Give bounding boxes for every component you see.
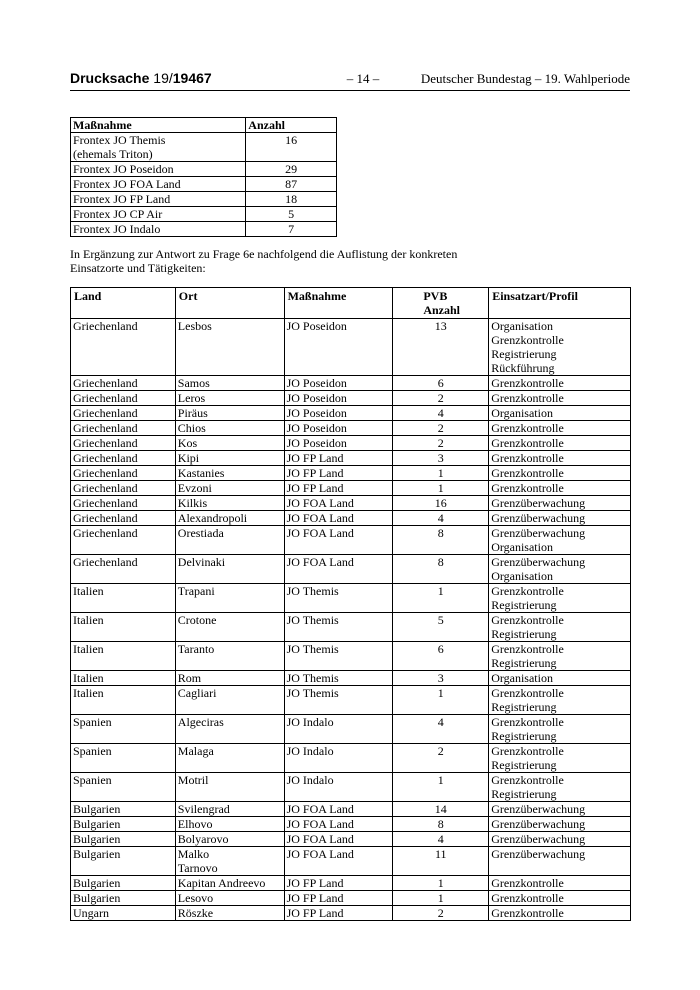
count-cell: 1 <box>393 584 489 613</box>
count-cell: 3 <box>393 451 489 466</box>
table-row <box>71 162 337 177</box>
column-header-land: Land <box>71 288 176 319</box>
location-cell: Delvinaki <box>175 555 284 584</box>
profile-cell: Grenzkontrolle <box>489 481 631 496</box>
doc-number-prefix: 19/ <box>153 70 173 86</box>
country-cell: Griechenland <box>71 496 176 511</box>
count-cell: 5 <box>393 613 489 642</box>
country-cell: Bulgarien <box>71 802 176 817</box>
country-cell: Griechenland <box>71 376 176 391</box>
profile-cell: Grenzüberwachung <box>489 847 631 876</box>
measure-cell: JO Themis <box>284 613 393 642</box>
measure-cell: JO FOA Land <box>284 526 393 555</box>
profile-cell: Grenzüberwachung <box>489 511 631 526</box>
measure-count: 87 <box>246 177 337 192</box>
measure-name: Frontex JO FOA Land <box>71 177 246 192</box>
count-cell: 2 <box>393 744 489 773</box>
profile-cell: Organisation <box>489 406 631 421</box>
count-cell: 1 <box>393 891 489 906</box>
profile-cell: Grenzkontrolle <box>489 391 631 406</box>
measure-cell: JO Themis <box>284 686 393 715</box>
country-cell: Italien <box>71 686 176 715</box>
count-cell: 3 <box>393 671 489 686</box>
table-row <box>71 744 631 773</box>
location-cell: Röszke <box>175 906 284 921</box>
count-cell: 4 <box>393 511 489 526</box>
table-row <box>71 773 631 802</box>
measure-name: Frontex JO Themis (ehemals Triton) <box>71 133 246 162</box>
location-cell: Piräus <box>175 406 284 421</box>
profile-cell: Grenzkontrolle Registrierung <box>489 773 631 802</box>
count-cell: 16 <box>393 496 489 511</box>
profile-cell: Grenzkontrolle <box>489 451 631 466</box>
table-row <box>71 802 631 817</box>
country-cell: Spanien <box>71 773 176 802</box>
table-row <box>71 421 631 436</box>
table-row <box>71 891 631 906</box>
measure-cell: JO Themis <box>284 584 393 613</box>
count-cell: 11 <box>393 847 489 876</box>
table-row <box>71 832 631 847</box>
column-header-massnahme: Maßnahme <box>284 288 393 319</box>
count-cell: 2 <box>393 906 489 921</box>
measure-cell: JO FOA Land <box>284 496 393 511</box>
measure-cell: JO Themis <box>284 671 393 686</box>
profile-cell: Grenzüberwachung <box>489 832 631 847</box>
country-cell: Griechenland <box>71 526 176 555</box>
count-cell: 4 <box>393 715 489 744</box>
measure-cell: JO Indalo <box>284 744 393 773</box>
document-number <box>70 70 212 86</box>
column-header-ort: Ort <box>175 288 284 319</box>
table-row <box>71 466 631 481</box>
measure-count: 18 <box>246 192 337 207</box>
table-row <box>71 686 631 715</box>
table-row <box>71 481 631 496</box>
country-cell: Griechenland <box>71 481 176 496</box>
profile-cell: Grenzkontrolle <box>489 906 631 921</box>
measure-name: Frontex JO CP Air <box>71 207 246 222</box>
country-cell: Griechenland <box>71 406 176 421</box>
country-cell: Bulgarien <box>71 876 176 891</box>
measure-cell: JO FOA Land <box>284 817 393 832</box>
column-header-einsatzart: Einsatzart/Profil <box>489 288 631 319</box>
count-cell: 4 <box>393 406 489 421</box>
count-cell: 2 <box>393 436 489 451</box>
profile-cell: Grenzkontrolle Registrierung <box>489 744 631 773</box>
location-cell: Malaga <box>175 744 284 773</box>
measure-cell: JO FOA Land <box>284 802 393 817</box>
country-cell: Italien <box>71 584 176 613</box>
doc-number: 19467 <box>172 70 212 86</box>
table-row <box>71 496 631 511</box>
location-cell: Lesbos <box>175 319 284 376</box>
table-row <box>71 207 337 222</box>
profile-cell: Grenzkontrolle <box>489 421 631 436</box>
location-cell: Svilengrad <box>175 802 284 817</box>
country-cell: Griechenland <box>71 555 176 584</box>
table-row <box>71 133 337 162</box>
count-cell: 1 <box>393 466 489 481</box>
table-row <box>71 584 631 613</box>
table-row <box>71 876 631 891</box>
doc-label: Drucksache <box>70 70 150 86</box>
profile-cell: Grenzüberwachung Organisation <box>489 555 631 584</box>
count-cell: 1 <box>393 481 489 496</box>
location-cell: Taranto <box>175 642 284 671</box>
profile-cell: Grenzkontrolle Registrierung <box>489 642 631 671</box>
column-header-pvb-anzahl: PVB Anzahl <box>393 288 489 319</box>
header-publisher: Deutscher Bundestag – 19. Wahlperiode <box>420 71 630 86</box>
table-row <box>71 847 631 876</box>
measure-cell: JO FP Land <box>284 481 393 496</box>
table-row <box>71 391 631 406</box>
country-cell: Griechenland <box>71 319 176 376</box>
location-cell: Alexandropoli <box>175 511 284 526</box>
page-header <box>70 70 630 91</box>
measure-cell: JO FOA Land <box>284 555 393 584</box>
country-cell: Griechenland <box>71 421 176 436</box>
count-cell: 1 <box>393 686 489 715</box>
count-cell: 13 <box>393 319 489 376</box>
profile-cell: Grenzkontrolle <box>489 891 631 906</box>
measure-cell: JO FOA Land <box>284 832 393 847</box>
country-cell: Italien <box>71 613 176 642</box>
measure-cell: JO Poseidon <box>284 376 393 391</box>
location-cell: Algeciras <box>175 715 284 744</box>
location-cell: Kilkis <box>175 496 284 511</box>
measure-cell: JO Poseidon <box>284 436 393 451</box>
table-row <box>71 376 631 391</box>
profile-cell: Grenzüberwachung <box>489 817 631 832</box>
measures-summary-table <box>70 117 337 237</box>
table-row <box>71 192 337 207</box>
country-cell: Griechenland <box>71 466 176 481</box>
measure-count: 16 <box>246 133 337 162</box>
location-cell: Leros <box>175 391 284 406</box>
table-row <box>71 319 631 376</box>
location-cell: Kastanies <box>175 466 284 481</box>
count-cell: 8 <box>393 817 489 832</box>
profile-cell: Grenzkontrolle <box>489 436 631 451</box>
table-row <box>71 671 631 686</box>
measure-cell: JO FP Land <box>284 891 393 906</box>
measure-cell: JO FP Land <box>284 451 393 466</box>
table-header-row <box>71 288 631 319</box>
column-header-massnahme: Maßnahme <box>71 118 246 133</box>
profile-cell: Grenzüberwachung <box>489 802 631 817</box>
country-cell: Bulgarien <box>71 891 176 906</box>
count-cell: 6 <box>393 642 489 671</box>
profile-cell: Grenzkontrolle <box>489 376 631 391</box>
column-header-anzahl: Anzahl <box>246 118 337 133</box>
table-row <box>71 436 631 451</box>
country-cell: Bulgarien <box>71 847 176 876</box>
location-cell: Motril <box>175 773 284 802</box>
measure-count: 5 <box>246 207 337 222</box>
profile-cell: Grenzkontrolle <box>489 466 631 481</box>
location-cell: Evzoni <box>175 481 284 496</box>
measure-name: Frontex JO Poseidon <box>71 162 246 177</box>
count-cell: 1 <box>393 876 489 891</box>
location-cell: Kos <box>175 436 284 451</box>
table-row <box>71 511 631 526</box>
measure-cell: JO Poseidon <box>284 391 393 406</box>
measure-cell: JO Indalo <box>284 773 393 802</box>
measure-cell: JO FOA Land <box>284 847 393 876</box>
location-cell: Lesovo <box>175 891 284 906</box>
country-cell: Italien <box>71 642 176 671</box>
country-cell: Spanien <box>71 715 176 744</box>
table-row <box>71 451 631 466</box>
location-cell: Cagliari <box>175 686 284 715</box>
country-cell: Griechenland <box>71 451 176 466</box>
count-cell: 1 <box>393 773 489 802</box>
location-cell: Kapitan Andreevo <box>175 876 284 891</box>
profile-cell: Organisation Grenzkontrolle Registrierung Rückführung <box>489 319 631 376</box>
measure-name: Frontex JO FP Land <box>71 192 246 207</box>
deployment-locations-table <box>70 287 631 921</box>
location-cell: Chios <box>175 421 284 436</box>
table-row <box>71 526 631 555</box>
measure-cell: JO FP Land <box>284 906 393 921</box>
count-cell: 4 <box>393 832 489 847</box>
count-cell: 8 <box>393 526 489 555</box>
measure-cell: JO Indalo <box>284 715 393 744</box>
profile-cell: Grenzkontrolle <box>489 876 631 891</box>
profile-cell: Grenzüberwachung <box>489 496 631 511</box>
location-cell: Orestiada <box>175 526 284 555</box>
table-row <box>71 906 631 921</box>
measure-count: 7 <box>246 222 337 237</box>
measure-cell: JO FP Land <box>284 466 393 481</box>
country-cell: Ungarn <box>71 906 176 921</box>
profile-cell: Organisation <box>489 671 631 686</box>
measure-cell: JO FOA Land <box>284 511 393 526</box>
profile-cell: Grenzkontrolle Registrierung <box>489 686 631 715</box>
table-row <box>71 715 631 744</box>
location-cell: Kipi <box>175 451 284 466</box>
profile-cell: Grenzüberwachung Organisation <box>489 526 631 555</box>
measure-cell: JO Poseidon <box>284 421 393 436</box>
measure-cell: JO Themis <box>284 642 393 671</box>
table-row <box>71 642 631 671</box>
table-row <box>71 817 631 832</box>
table-row <box>71 222 337 237</box>
count-cell: 8 <box>393 555 489 584</box>
country-cell: Bulgarien <box>71 817 176 832</box>
measure-name: Frontex JO Indalo <box>71 222 246 237</box>
table-row <box>71 406 631 421</box>
country-cell: Griechenland <box>71 511 176 526</box>
location-cell: Elhovo <box>175 817 284 832</box>
country-cell: Griechenland <box>71 436 176 451</box>
location-cell: Crotone <box>175 613 284 642</box>
count-cell: 6 <box>393 376 489 391</box>
country-cell: Griechenland <box>71 391 176 406</box>
page-number: – 14 – <box>346 71 380 86</box>
location-cell: Bolyarovo <box>175 832 284 847</box>
table-row <box>71 555 631 584</box>
count-cell: 2 <box>393 421 489 436</box>
intro-paragraph: In Ergänzung zur Antwort zu Frage 6e nachfolgend die Auflistung der konkreten Einsatzorte und Tätigkeiten: <box>70 247 458 275</box>
measure-cell: JO Poseidon <box>284 406 393 421</box>
profile-cell: Grenzkontrolle Registrierung <box>489 715 631 744</box>
location-cell: Malko Tarnovo <box>175 847 284 876</box>
country-cell: Spanien <box>71 744 176 773</box>
measure-cell: JO Poseidon <box>284 319 393 376</box>
count-cell: 2 <box>393 391 489 406</box>
profile-cell: Grenzkontrolle Registrierung <box>489 613 631 642</box>
measure-cell: JO FP Land <box>284 876 393 891</box>
table-row <box>71 177 337 192</box>
table-header-row <box>71 118 337 133</box>
country-cell: Bulgarien <box>71 832 176 847</box>
location-cell: Trapani <box>175 584 284 613</box>
location-cell: Samos <box>175 376 284 391</box>
country-cell: Italien <box>71 671 176 686</box>
measure-count: 29 <box>246 162 337 177</box>
profile-cell: Grenzkontrolle Registrierung <box>489 584 631 613</box>
location-cell: Rom <box>175 671 284 686</box>
table-row <box>71 613 631 642</box>
count-cell: 14 <box>393 802 489 817</box>
